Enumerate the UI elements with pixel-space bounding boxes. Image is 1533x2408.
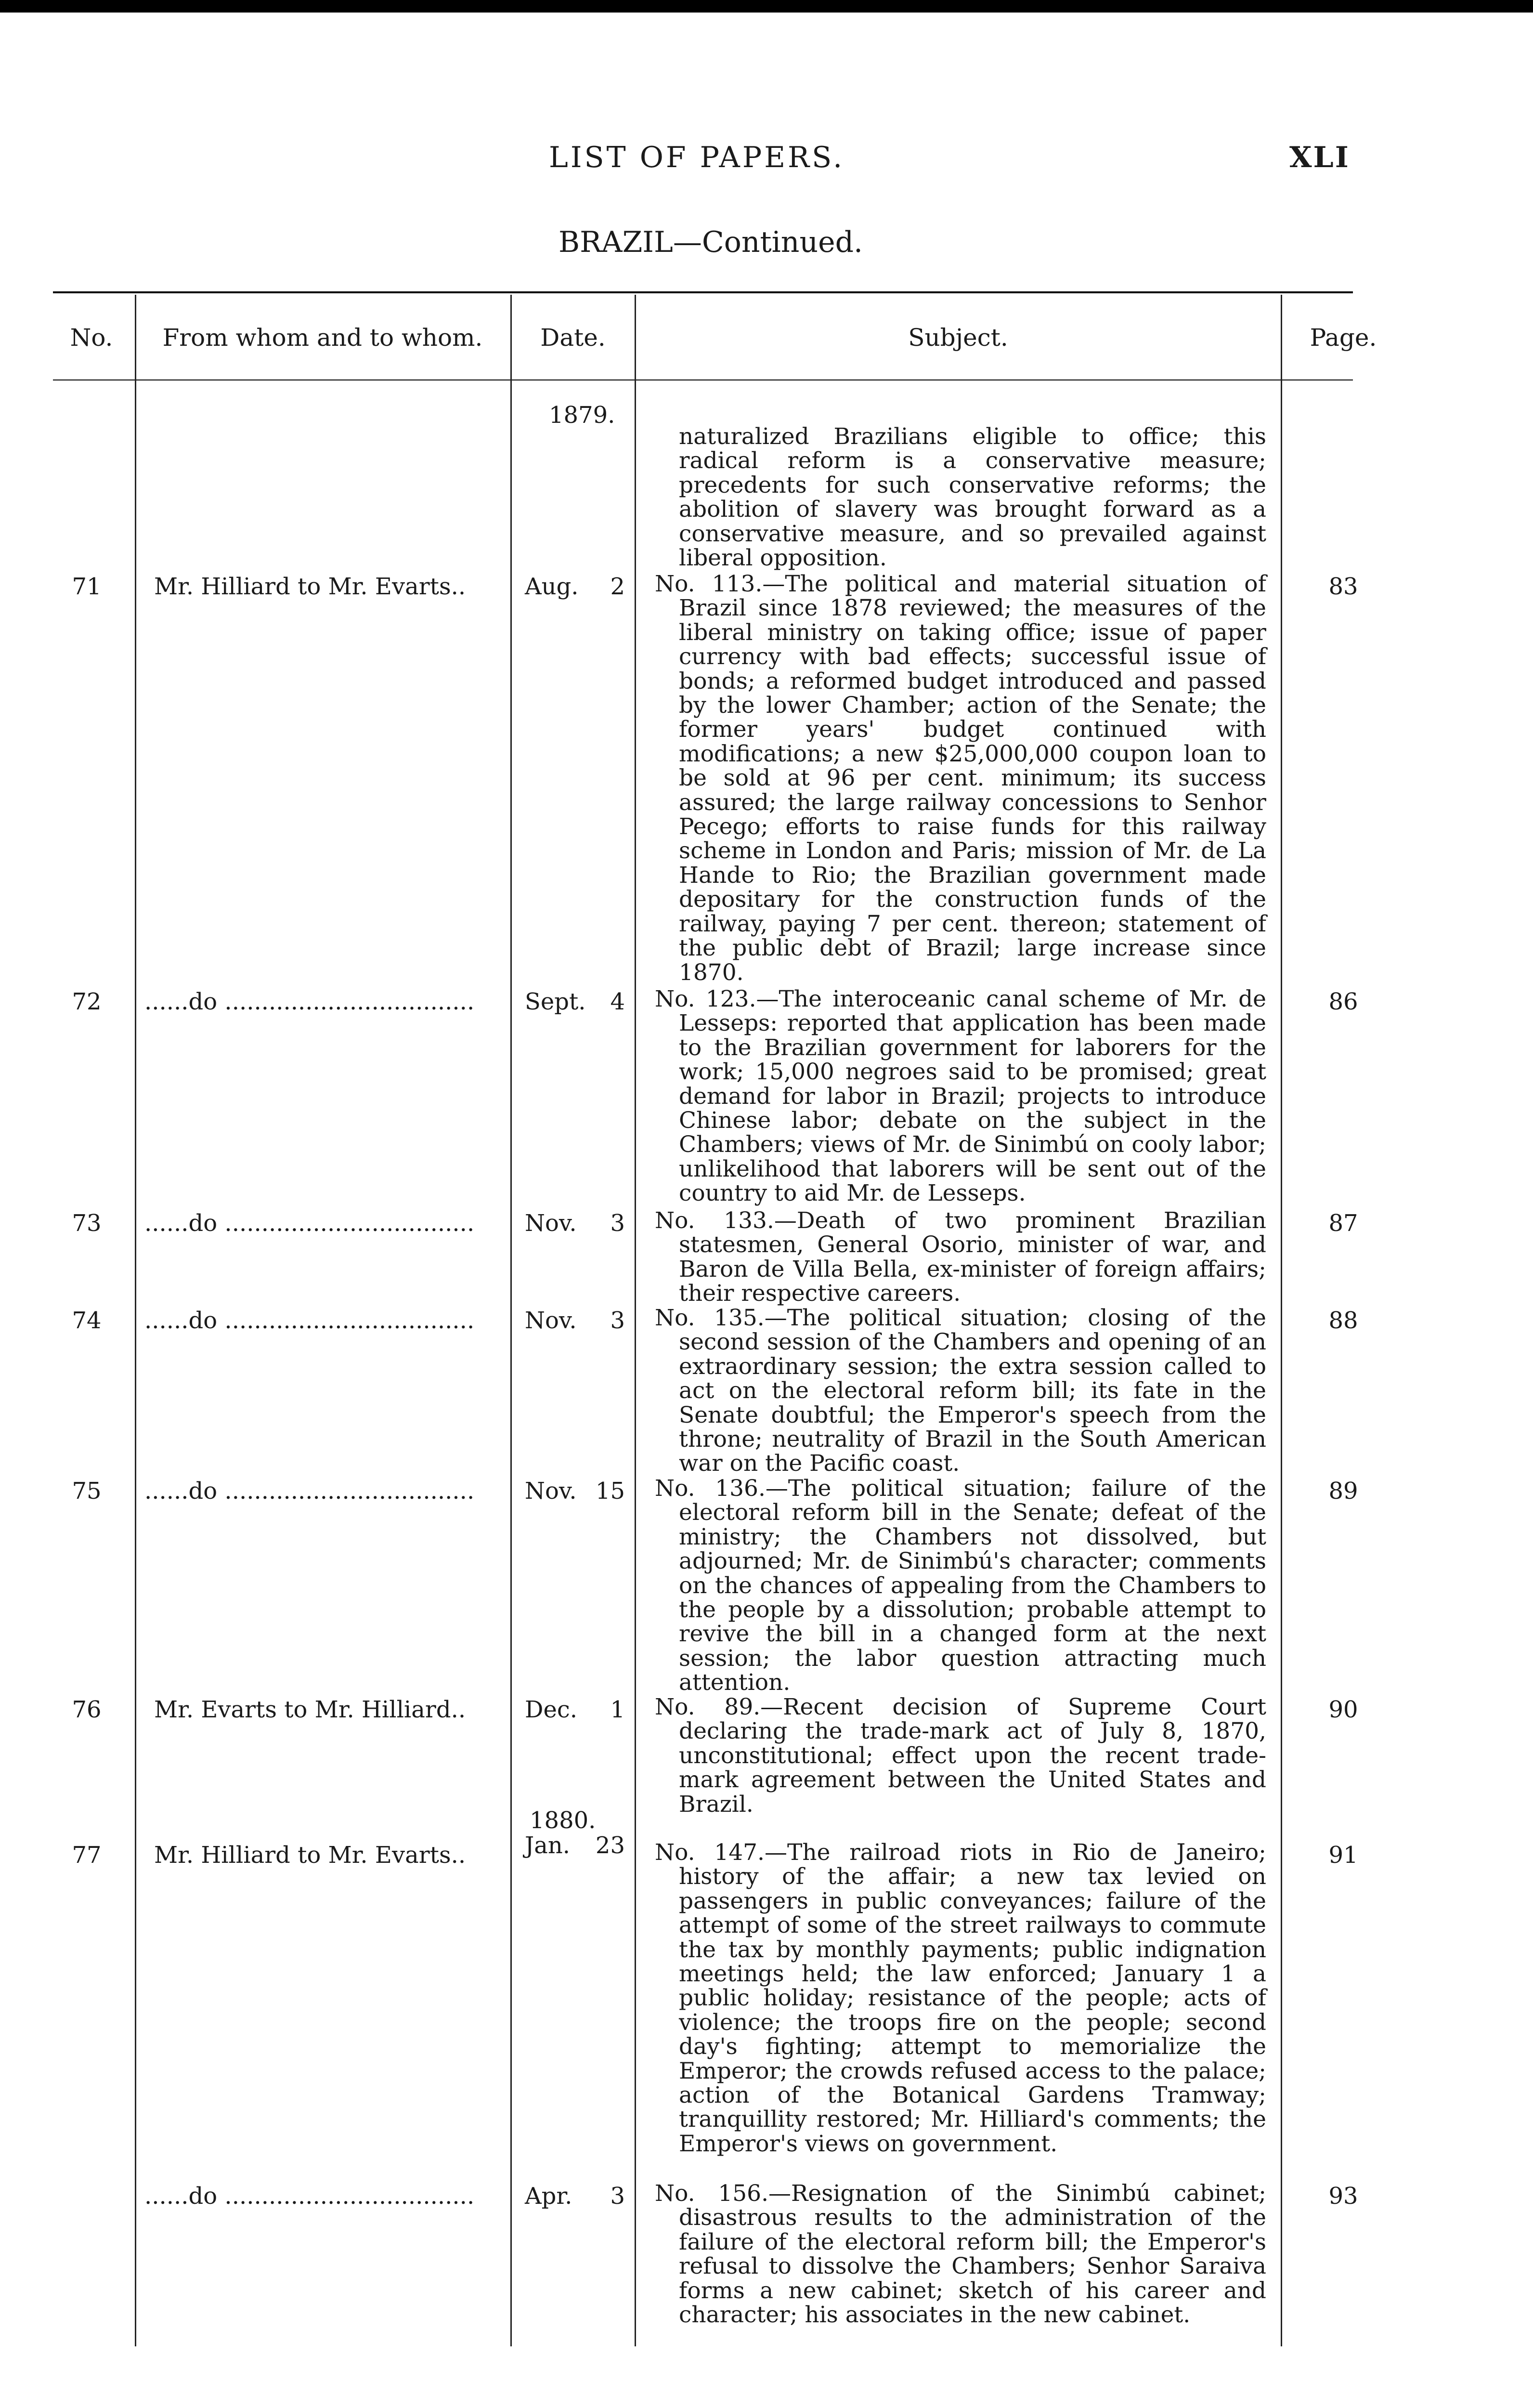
column-divider: [135, 295, 136, 2346]
column-header-page: Page.: [1310, 324, 1377, 352]
row-number: 72: [72, 988, 102, 1015]
row-month: Dec.: [525, 1696, 578, 1723]
column-header-no: No.: [70, 324, 113, 352]
row-page: 88: [1328, 1307, 1358, 1334]
row-subject: No. 136.—The political situation; failure of the electoral reform bill in the Senate; defeat of the ministry; the Chambers not dissolved, but adjourned; Mr. de Sinimbú's character; comments on the chances of appealing from the Chambers to the people by a dissolution; probable attempt to revive the bill in a changed form at the next session; the labor question attracting much attention.: [655, 1475, 1266, 1696]
row-correspondents: Mr. Evarts to Mr. Hilliard..: [154, 1696, 466, 1723]
row-subject: No. 156.—Resignation of the Sinimbú cabinet; disastrous results to the administration of the failure of the electoral reform bill; the Emperor's refusal to dissolve the Chambers; Senhor Saraiva forms a new cabinet; sketch of his career and character; his associates in the new cabinet.: [655, 2180, 1266, 2329]
page-numeral: XLI: [1289, 141, 1350, 174]
row-month: Nov.: [525, 1478, 577, 1505]
row-day: 4: [610, 988, 625, 1015]
row-page: 91: [1328, 1842, 1358, 1869]
row-subject: naturalized Brazilians eligible to office; this radical reform is a conservative measure; precedents for such conservative reforms; the abolition of slavery was brought forward as a conservative measure, and so prevailed against liberal opposition.: [679, 423, 1266, 572]
row-month: Nov.: [525, 1210, 577, 1237]
row-month: Aug.: [525, 573, 579, 600]
row-number: 76: [72, 1696, 102, 1723]
row-correspondents: ......do ..................................: [144, 988, 475, 1015]
row-correspondents: ......do ..................................: [144, 1210, 475, 1237]
row-correspondents: ......do ..................................: [144, 2183, 475, 2210]
row-day: 2: [610, 573, 625, 600]
row-day: 1: [610, 1696, 625, 1723]
row-correspondents: Mr. Hilliard to Mr. Evarts..: [154, 1842, 466, 1869]
row-subject: No. 147.—The railroad riots in Rio de Janeiro; history of the affair; a new tax levied on passengers in public conveyances; failure of the attempt of some of the street railways to commute the tax by monthly payments; public indignation meetings held; the law enforced; January 1 a public holiday; resistance of the people; acts of violence; the troops fire on the people; second day's fighting; attempt to memorialize the Emperor; the crowds refused access to the palace; action of the Botanical Gardens Tramway; tranquillity restored; Mr. Hilliard's comments; the Emperor's views on government.: [655, 1839, 1266, 2157]
row-subject: No. 133.—Death of two prominent Brazilian statesmen, General Osorio, minister of war, and Baron de Villa Bella, ex-minister of foreign affairs; their respective careers.: [655, 1207, 1266, 1307]
row-page: 86: [1328, 988, 1358, 1015]
row-subject: No. 89.—Recent decision of Supreme Court declaring the trade-mark act of July 8, 1870, unconstitutional; effect upon the recent trade-mark agreement between the United States and Brazil.: [655, 1694, 1266, 1818]
row-day: 3: [610, 1307, 625, 1334]
column-header-subject: Subject.: [908, 324, 1008, 352]
row-number: 77: [72, 1842, 102, 1869]
row-page: 93: [1328, 2183, 1358, 2210]
row-month: Apr.: [525, 2183, 572, 2210]
table-top-rule: [53, 291, 1353, 293]
row-correspondents: Mr. Hilliard to Mr. Evarts..: [154, 573, 466, 600]
year-label: 1879.: [549, 402, 615, 429]
row-month: Sept.: [525, 988, 586, 1015]
page-title: LIST OF PAPERS.: [549, 141, 845, 174]
row-page: 87: [1328, 1210, 1358, 1237]
row-number: 71: [72, 573, 102, 600]
row-number: 73: [72, 1210, 102, 1237]
row-page: 90: [1328, 1696, 1358, 1723]
row-number: 74: [72, 1307, 102, 1334]
row-subject: No. 113.—The political and material situation of Brazil since 1878 reviewed; the measures of the liberal ministry on taking office; issue of paper currency with bad effects; successful issue of bonds; a reformed budget introduced and passed by the lower Chamber; action of the Senate; the former years' budget continued with modifications; a new $25,000,000 coupon loan to be sold at 96 per cent. minimum; its success assured; the large railway concessions to Senhor Pecego; efforts to raise funds for this railway scheme in London and Paris; mission of Mr. de La Hande to Rio; the Brazilian government made depositary for the construction funds of the railway, paying 7 per cent. thereon; statement of the public debt of Brazil; large increase since 1870.: [655, 571, 1266, 986]
row-subject: No. 135.—The political situation; closing of the second session of the Chambers and opening of an extraordinary session; the extra session called to act on the electoral reform bill; its fate in the Senate doubtful; the Emperor's speech from the throne; neutrality of Brazil in the South American war on the Pacific coast.: [655, 1305, 1266, 1477]
section-subtitle: BRAZIL—Continued.: [559, 225, 863, 259]
row-month: Nov.: [525, 1307, 577, 1334]
row-day: 3: [610, 2183, 625, 2210]
row-day: 23: [595, 1832, 625, 1859]
row-day: 15: [595, 1478, 625, 1505]
column-header-from: From whom and to whom.: [162, 324, 483, 352]
row-page: 89: [1328, 1478, 1358, 1505]
column-divider: [635, 295, 636, 2346]
row-subject: No. 123.—The interoceanic canal scheme of Mr. de Lesseps: reported that application has been made to the Brazilian government for laborers for the work; 15,000 negroes said to be promised; great demand for labor in Brazil; projects to introduce Chinese labor; debate on the subject in the Chambers; views of Mr. de Sinimbú on cooly labor; unlikelihood that laborers will be sent out of the country to aid Mr. de Lesseps.: [655, 986, 1266, 1207]
top-border: [0, 0, 1533, 13]
row-month: Jan.: [525, 1832, 571, 1859]
row-number: 75: [72, 1478, 102, 1505]
row-day: 3: [610, 1210, 625, 1237]
year-label: 1880.: [530, 1807, 596, 1834]
column-divider: [510, 295, 512, 2346]
column-divider: [1281, 295, 1282, 2346]
column-header-date: Date.: [540, 324, 606, 352]
row-correspondents: ......do ..................................: [144, 1307, 475, 1334]
row-correspondents: ......do ..................................: [144, 1478, 475, 1505]
row-page: 83: [1328, 573, 1358, 600]
